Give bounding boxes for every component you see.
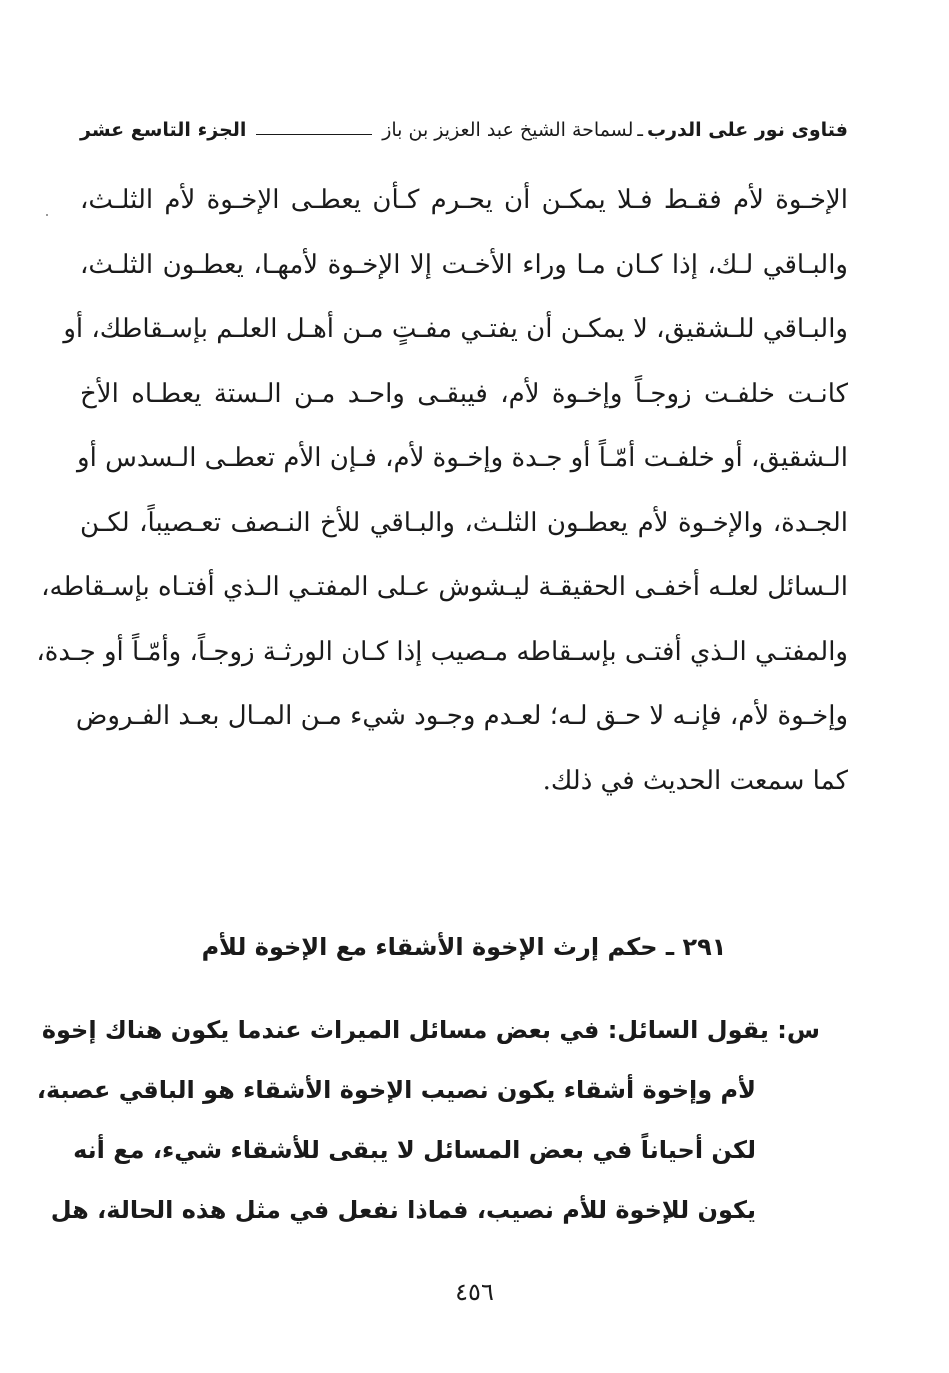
text-line: الـسائل لعلـه أخفـى الحقيقـة ليـشوش عـلى المفتـي الـذي أفتـاه بإسـقاطه،	[41, 572, 848, 602]
text-line: وإخـوة لأم، فإنـه لا حـق لـه؛ لعـدم وجـود شيء مـن المـال بعـد الفـروض	[75, 701, 848, 731]
question-line: س: يقول السائل: في بعض مسائل الميراث عندما يكون هناك إخوة	[41, 1016, 820, 1044]
section-heading: ٢٩١ ـ حكم إرث الإخوة الأشقاء مع الإخوة للأم	[201, 933, 727, 961]
text-line: كانـت خلفـت زوجـاً وإخـوة لأم، فيبقـى واحـد مـن الـستة يعطـاه الأخ	[80, 378, 848, 409]
body-paragraph	[36, 168, 848, 813]
running-header	[80, 112, 848, 148]
question-line: لأم وإخوة أشقاء يكون نصيب الإخوة الأشقاء هو الباقي عصبة،	[36, 1076, 756, 1104]
text-line: والمفتـي الـذي أفتـى بإسـقاطه مـصيب إذا كـان الورثـة زوجـاً، وأمّـاً أو جـدة،	[36, 636, 848, 667]
question-line: يكون للإخوة للأم نصيب، فماذا نفعل في مثل هذه الحالة، هل	[50, 1196, 756, 1224]
question-line: لكن أحياناً في بعض المسائل لا يبقى للأشقاء شيء، مع أنه	[73, 1136, 756, 1164]
author-name: لسماحة الشيخ عبد العزيز بن باز	[382, 119, 634, 141]
header-separator: ـ	[637, 119, 643, 141]
volume-label: الجزء التاسع عشر	[80, 119, 247, 141]
page-number: ٤٥٦	[455, 1278, 494, 1306]
text-line: كما سمعت الحديث في ذلك.	[542, 765, 848, 796]
book-title: فتاوى نور على الدرب	[647, 119, 848, 141]
margin-mark	[46, 214, 48, 216]
question-paragraph	[36, 1000, 820, 1240]
text-line: والبـاقي لـك، إذا كـان مـا وراء الأخـت إلا الإخـوة لأمهـا، يعطـون الثلـث،	[80, 249, 848, 280]
text-line: الـشقيق، أو خلفـت أمّـاً أو جـدة وإخـوة لأم، فـإن الأم تعطـى الـسدس أو	[77, 443, 848, 473]
text-line: الإخـوة لأم فقـط فـلا يمكـن أن يحـرم كـأن يعطـى الإخـوة لأم الثلـث،	[80, 185, 848, 215]
text-line: الجـدة، والإخـوة لأم يعطـون الثلـث، والبـاقي للأخ النـصف تعـصيباً، لكـن	[80, 507, 848, 538]
header-rule	[256, 134, 372, 135]
text-line: والبـاقي للـشقيق، لا يمكـن أن يفتـي مفـتٍ مـن أهـل العلـم بإسـقاطك، أو	[63, 314, 848, 344]
